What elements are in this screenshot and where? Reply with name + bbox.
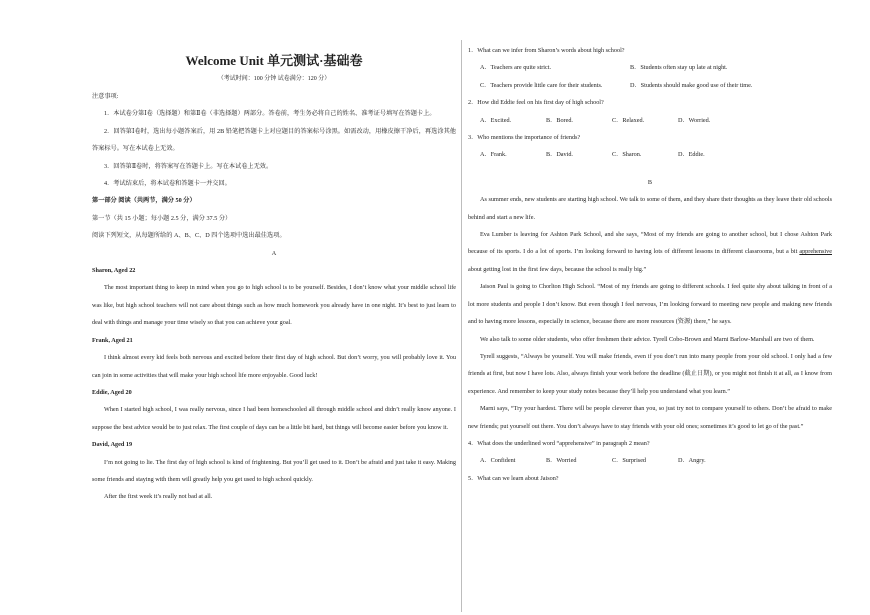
left-column xyxy=(92,42,456,506)
notice-heading: 注意事项: xyxy=(92,93,119,100)
passage-b-paragraph-3: Jaison Paul is going to Chorlton High School. “Most of my friends are going to different schools. I feel quite shy about talking in front of a lot more students and people I don’t know. But even though I feel nervous, I’m looking forward to meeting new people and making new friends and to having more lessons, especially in science, because there are more resources (资源) there,” he says. xyxy=(468,283,832,326)
notice-1: 1．本试卷分第Ⅰ卷（选择题）和第Ⅱ卷（非选择题）两部分。答卷前，考生务必将自己的姓名、准考证号填写在答题卡上。 xyxy=(104,110,436,118)
option: B．Bored. xyxy=(546,116,573,124)
passage-b-paragraph-5: Tyrell suggests, “Always be yourself. You will make friends, even if you don’t run into many people from your old school. I only had a few friends at first, but now I have lots. Also, always finish your work before the deadline (截止日期), or you might not finish it at all, as I know from experience. And remember to keep your study notes because they’ll help you understand what you learn.” xyxy=(468,352,832,395)
option: A．Excited. xyxy=(480,116,512,124)
question-1-options-row-1 xyxy=(468,59,832,76)
frank-text: I think almost every kid feels both nervous and excited before their first day of high school. But don’t worry, you will probably love it. You can join in some activities that will make your high school life more enjoyable. Good luck! xyxy=(92,354,456,379)
option: C．Sharon. xyxy=(612,151,642,159)
option: D．Eddie. xyxy=(678,151,705,159)
passage-b-paragraph-1: As summer ends, new students are starting high school. We talk to some of them, and they share their thoughts as they leave their old schools behind and start a new life. xyxy=(468,196,832,221)
question-3: 3．Who mentions the importance of friends? xyxy=(468,134,581,142)
passage-b-paragraph-6: Marni says, “Try your hardest. There will be people cleverer than you, so just try not to compare yourself to others. Don’t be afraid to make new friends; put yourself out there. You don’t always have to stay friends with your old ones; sometimes it’s good to let go of the past.” xyxy=(468,405,832,430)
option: D．Students should make good use of their time. xyxy=(630,81,753,89)
passage-b-paragraph-2 xyxy=(468,226,832,278)
option: B．Students often stay up late at night. xyxy=(630,64,728,72)
right-column xyxy=(468,42,832,487)
question-2-options xyxy=(468,112,832,129)
option: C．Relaxed. xyxy=(612,116,645,124)
paragraph-text: about getting lost in the first few days, because the school is really big.” xyxy=(468,265,647,273)
part-one-heading: 第一部分 阅读（共两节，满分 50 分） xyxy=(92,197,196,205)
option: C．Teachers provide little care for their students. xyxy=(480,81,603,89)
sharon-name: Sharon, Aged 22 xyxy=(92,267,136,275)
question-4-options xyxy=(468,452,832,469)
question-3-options xyxy=(468,146,832,163)
question-1: 1．What can we infer from Sharon’s words about high school? xyxy=(468,47,625,54)
option: A．Frank. xyxy=(480,151,507,159)
option: C．Surprised xyxy=(612,457,647,465)
passage-b-paragraph-4: We also talk to some older students, who offer freshmen their advice. Tyrell Cobo-Brown and Marni Barlow-Marshall are two of them. xyxy=(480,335,815,343)
underlined-word: apprehensive xyxy=(799,248,832,256)
option: B．Worried xyxy=(546,457,577,465)
sharon-text: The most important thing to keep in mind when you go to high school is to be yourself. Besides, I don’t know what your middle school life was like, but high school teachers will not care about things such as how much homework you already have in one night. It’s best to just learn to deal with things and manage your time wisely so that you can achieve your goal. xyxy=(92,284,456,327)
question-1-options-row-2 xyxy=(468,77,832,94)
notice-2: 2．回答第Ⅰ卷时，选出每小题答案后，用 2B 铅笔把答题卡上对应题目的答案标号涂黑。如需改动，用橡皮擦干净后，再选涂其他答案标号。写在本试卷上无效。 xyxy=(92,127,456,153)
option: B．David. xyxy=(546,151,573,159)
option: D．Angry. xyxy=(678,457,706,465)
frank-name: Frank, Aged 21 xyxy=(92,336,133,344)
notice-3: 3．回答第Ⅱ卷时，将答案写在答题卡上。写在本试卷上无效。 xyxy=(104,162,273,170)
column-divider xyxy=(461,40,462,612)
eddie-text: When I started high school, I was really nervous, since I had been homeschooled all through middle school and didn’t really know anyone. I suppose the best advice would be to just relax. The first couple of days can be a little bit hard, but things will become easier before you know it. xyxy=(92,406,456,431)
option: D．Worried. xyxy=(678,116,711,124)
reading-instruction: 阅读下列短文，从每题所给的 A、B、C、D 四个选项中选出最佳选项。 xyxy=(92,232,286,240)
eddie-name: Eddie, Aged 20 xyxy=(92,388,132,396)
question-4: 4．What does the underlined word “apprehensive” in paragraph 2 mean? xyxy=(468,439,650,447)
paragraph-text: Eva Lumber is leaving for Ashton Park School, and she says, “Most of my friends are going to another school, but I chose Ashton Park because of its sports. I do a lot of sports. I’m looking forward to having lots of different lessons in different classrooms, but a bit xyxy=(468,231,832,256)
question-2: 2．How did Eddie feel on his first day of high school? xyxy=(468,99,604,107)
option: A．Confident xyxy=(480,457,516,465)
option: A．Teachers are quite strict. xyxy=(480,64,552,72)
exam-subtitle: （考试时间：100 分钟 试卷满分：120 分） xyxy=(217,76,331,82)
david-text-2: After the first week it’s really not bad at all. xyxy=(104,493,213,501)
question-5: 5．What can we learn about Jaison? xyxy=(468,474,559,482)
david-text: I’m not going to lie. The first day of high school is kind of frightening. But you’ll get used to it. Don’t be afraid and just take it easy. Making some friends and staying with them will greatly help you get used to high school quickly. xyxy=(92,458,456,483)
passage-a-label: A xyxy=(271,249,277,257)
exam-title: Welcome Unit 单元测试·基础卷 xyxy=(185,53,363,68)
notice-4: 4．考试结束后，将本试卷和答题卡一并交回。 xyxy=(104,180,231,188)
passage-b-label: B xyxy=(647,178,653,186)
section-one-heading: 第一节（共 15 小题；每小题 2.5 分，满分 37.5 分） xyxy=(92,214,232,222)
david-name: David, Aged 19 xyxy=(92,441,133,449)
